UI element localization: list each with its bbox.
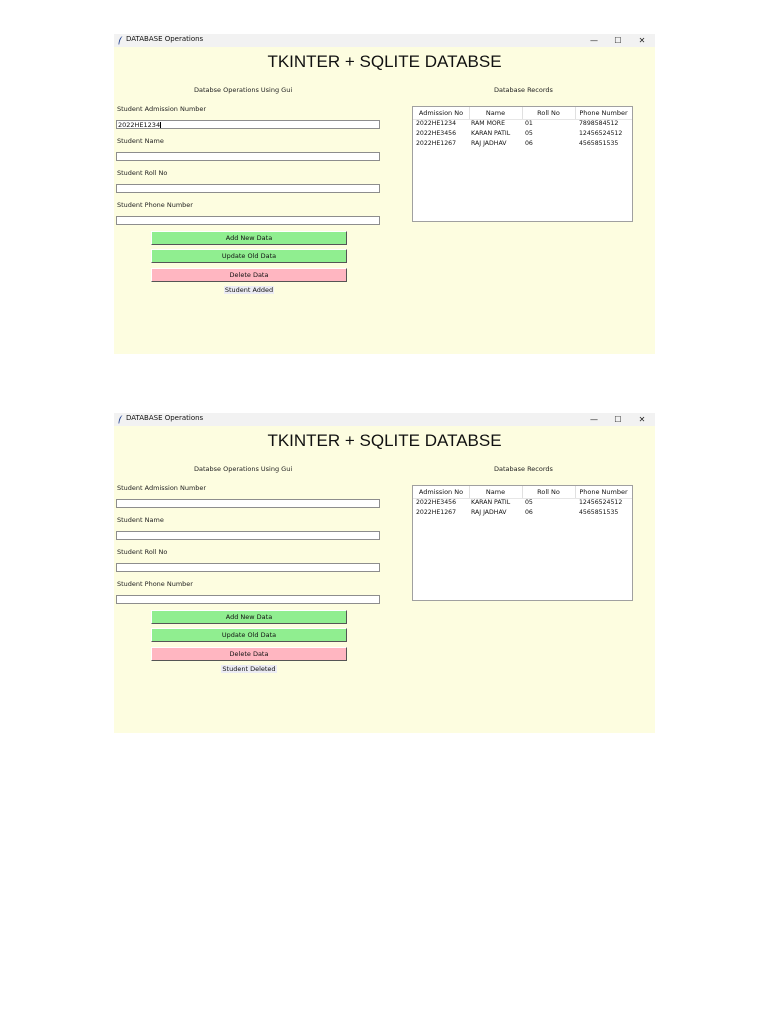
app-window-2 <box>114 413 655 733</box>
maximize-button[interactable]: ☐ <box>614 36 622 45</box>
table-row[interactable] <box>413 509 632 519</box>
cell-roll-no: 06 <box>525 140 533 147</box>
column-header-name[interactable]: Name <box>485 109 506 117</box>
text-cursor <box>160 122 161 129</box>
table-row[interactable] <box>413 120 632 130</box>
records-table[interactable] <box>412 485 633 601</box>
phone-number-label: Student Phone Number <box>117 201 193 209</box>
column-header-name[interactable]: Name <box>485 488 506 496</box>
phone-number-label: Student Phone Number <box>117 580 193 588</box>
cell-name: KARAN PATIL <box>471 499 511 506</box>
column-header-admission-no[interactable]: Admission No <box>418 109 464 117</box>
column-header-phone-number[interactable]: Phone Number <box>579 109 628 117</box>
cell-name: RAM MORE <box>471 120 506 127</box>
feather-icon <box>118 415 123 424</box>
cell-phone-number: 4565851535 <box>579 509 619 516</box>
main-title: TKINTER + SQLITE DATABSE <box>267 52 502 71</box>
table-header <box>413 486 632 499</box>
cell-roll-no: 01 <box>525 120 533 127</box>
cell-name: KARAN PATIL <box>471 130 511 137</box>
cell-name: RAJ JADHAV <box>471 140 507 147</box>
cell-admission-no: 2022HE1267 <box>416 509 457 516</box>
window-title: DATABASE Operations <box>126 414 204 422</box>
admission-number-label: Student Admission Number <box>117 105 207 113</box>
operations-heading: Databse Operations Using Gui <box>194 465 293 473</box>
student-name-label: Student Name <box>117 137 164 145</box>
cell-name: RAJ JADHAV <box>471 509 507 516</box>
table-header <box>413 107 632 120</box>
cell-admission-no: 2022HE3456 <box>416 499 457 506</box>
admission-number-label: Student Admission Number <box>117 484 207 492</box>
table-row[interactable] <box>413 140 632 150</box>
column-header-roll-no[interactable]: Roll No <box>537 488 560 496</box>
status-text: Student Deleted <box>222 665 276 673</box>
app-window-1 <box>114 34 655 354</box>
table-row[interactable] <box>413 499 632 509</box>
roll-no-label: Student Roll No <box>117 169 168 177</box>
delete-data-button[interactable]: Delete Data <box>151 647 347 661</box>
add-new-data-button[interactable]: Add New Data <box>151 231 347 245</box>
table-row[interactable] <box>413 130 632 140</box>
cell-phone-number: 12456524512 <box>579 130 623 137</box>
cell-roll-no: 05 <box>525 499 533 506</box>
status-message <box>151 286 347 294</box>
close-button[interactable]: ✕ <box>638 36 646 45</box>
cell-roll-no: 05 <box>525 130 533 137</box>
admission-number-input[interactable] <box>116 120 380 129</box>
roll-no-input[interactable] <box>116 184 380 193</box>
student-name-label: Student Name <box>117 516 164 524</box>
update-old-data-button[interactable]: Update Old Data <box>151 249 347 263</box>
admission-number-value: 2022HE1234 <box>118 121 161 129</box>
cell-admission-no: 2022HE1234 <box>416 120 457 127</box>
records-heading: Database Records <box>494 86 553 94</box>
cell-phone-number: 4565851535 <box>579 140 619 147</box>
maximize-button[interactable]: ☐ <box>614 415 622 424</box>
column-header-roll-no[interactable]: Roll No <box>537 109 560 117</box>
feather-icon <box>118 36 123 45</box>
roll-no-input[interactable] <box>116 563 380 572</box>
add-new-data-button[interactable]: Add New Data <box>151 610 347 624</box>
cell-admission-no: 2022HE1267 <box>416 140 457 147</box>
roll-no-label: Student Roll No <box>117 548 168 556</box>
operations-heading: Databse Operations Using Gui <box>194 86 293 94</box>
student-name-input[interactable] <box>116 152 380 161</box>
close-button[interactable]: ✕ <box>638 415 646 424</box>
column-header-admission-no[interactable]: Admission No <box>418 488 464 496</box>
status-message <box>151 665 347 673</box>
window-title: DATABASE Operations <box>126 35 204 43</box>
delete-data-button[interactable]: Delete Data <box>151 268 347 282</box>
cell-admission-no: 2022HE3456 <box>416 130 457 137</box>
records-table[interactable] <box>412 106 633 222</box>
cell-roll-no: 06 <box>525 509 533 516</box>
phone-number-input[interactable] <box>116 595 380 604</box>
cell-phone-number: 12456524512 <box>579 499 623 506</box>
column-header-phone-number[interactable]: Phone Number <box>579 488 628 496</box>
phone-number-input[interactable] <box>116 216 380 225</box>
update-old-data-button[interactable]: Update Old Data <box>151 628 347 642</box>
title-bar[interactable] <box>114 34 655 47</box>
title-bar[interactable] <box>114 413 655 426</box>
cell-phone-number: 7898584512 <box>579 120 619 127</box>
minimize-button[interactable]: — <box>590 415 598 424</box>
minimize-button[interactable]: — <box>590 36 598 45</box>
main-title: TKINTER + SQLITE DATABSE <box>267 431 502 450</box>
status-text: Student Added <box>224 286 274 294</box>
student-name-input[interactable] <box>116 531 380 540</box>
records-heading: Database Records <box>494 465 553 473</box>
admission-number-input[interactable] <box>116 499 380 508</box>
